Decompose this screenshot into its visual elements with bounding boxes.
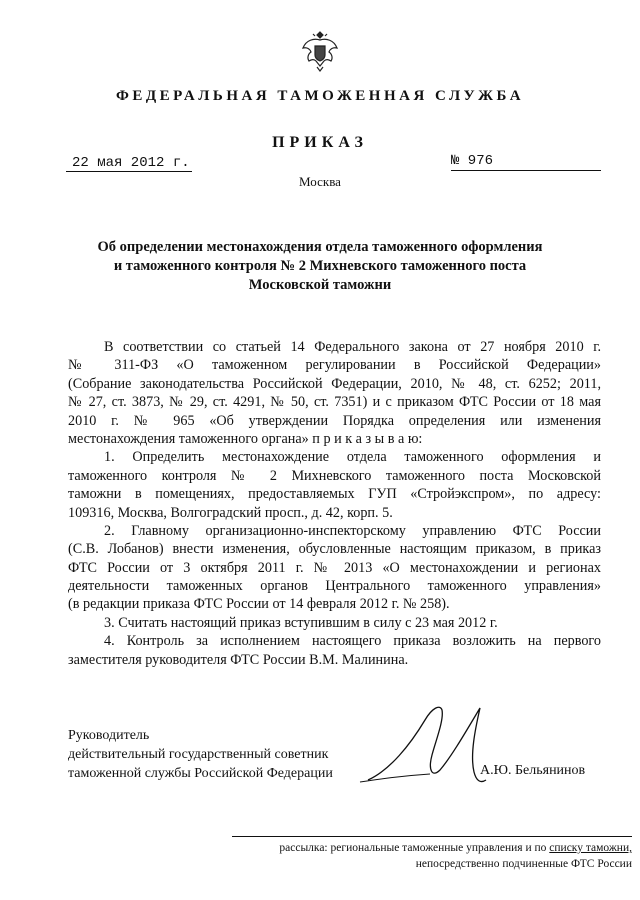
order-date: 22 мая 2012 г.	[72, 155, 190, 171]
body-line: 109316, Москва, Волгоградский просп., д. 42, корп. 5.	[68, 504, 393, 521]
order-title	[60, 238, 580, 295]
body-line: № 27, ст. 3873, № 29, ст. 4291, № 50, ст. 7351) и с приказом ФТС России от 18 мая	[68, 394, 601, 411]
distribution-line: непосредственно подчиненные ФТС России	[415, 858, 632, 870]
position-line: Руководитель	[68, 728, 150, 743]
handwritten-signature	[340, 700, 500, 795]
signatory-name: А.Ю. Бельянинов	[480, 763, 586, 778]
agency-name: ФЕДЕРАЛЬНАЯ ТАМОЖЕННАЯ СЛУЖБА	[115, 88, 525, 104]
body-line: 1. Определить местонахождение отдела таможенного оформления и	[104, 449, 601, 466]
body-line: 4. Контроль за исполнением настоящего приказа возложить на первого	[104, 633, 601, 650]
coat-of-arms-icon	[300, 28, 340, 74]
signatory-position	[68, 726, 333, 783]
body-line: 2. Главному организационно-инспекторскому управлению ФТС России	[104, 522, 601, 539]
title-line: Об определении местонахождения отдела таможенного оформления	[97, 239, 543, 255]
body-line: таможенного контроля № 2 Михневского таможенного поста Московской	[68, 467, 601, 484]
title-line: и таможенного контроля № 2 Михневского таможенного поста	[113, 258, 527, 274]
body-line: (С.В. Лобанов) внести изменения, обусловленные настоящим приказом, в приказ	[68, 541, 601, 558]
body-line: деятельности таможенных органов Центрального таможенного управления»	[68, 578, 601, 595]
body-line: заместителя руководителя ФТС России В.М. Малинина.	[68, 651, 409, 668]
position-line: действительный государственный советник	[68, 747, 329, 762]
body-line: местонахождения таможенного органа» п р и к а з ы в а ю:	[68, 430, 423, 447]
distribution-prefix: рассылка: региональные таможенные управления и по	[279, 842, 550, 854]
order-number: № 976	[451, 153, 494, 169]
body-line: ФТС России от 3 октября 2011 г. № 2013 «О местонахождении и регионах	[68, 559, 601, 576]
body-line: 3. Считать настоящий приказ вступившим в силу с 23 мая 2012 г.	[104, 614, 498, 631]
order-body	[68, 338, 601, 669]
body-line: (Собрание законодательства Российской Федерации, 2010, № 48, ст. 6252; 2011,	[68, 375, 601, 392]
number-underline	[451, 152, 601, 171]
distribution-line	[232, 840, 632, 856]
body-line: таможни в помещениях, предоставляемых ГУП «Стройэкспром», по адресу:	[68, 486, 601, 503]
city: Москва	[299, 174, 341, 189]
document-type: ПРИКАЗ	[272, 134, 368, 151]
distribution-rule	[232, 836, 632, 837]
title-line: Московской таможни	[248, 277, 392, 293]
body-line: (в редакции приказа ФТС России от 14 февраля 2012 г. № 258).	[68, 596, 450, 613]
distribution-underlined: списку таможни,	[549, 842, 632, 854]
body-line: 2010 г. № 965 «Об утверждении Порядка определения или изменения	[68, 412, 601, 429]
distribution-list	[232, 840, 632, 872]
date-underline	[66, 171, 192, 172]
body-line: № 311-ФЗ «О таможенном регулировании в Российской Федерации»	[68, 357, 601, 374]
position-line: таможенной службы Российской Федерации	[68, 766, 333, 781]
body-line: В соответствии со статьей 14 Федерального закона от 27 ноября 2010 г.	[104, 339, 601, 355]
